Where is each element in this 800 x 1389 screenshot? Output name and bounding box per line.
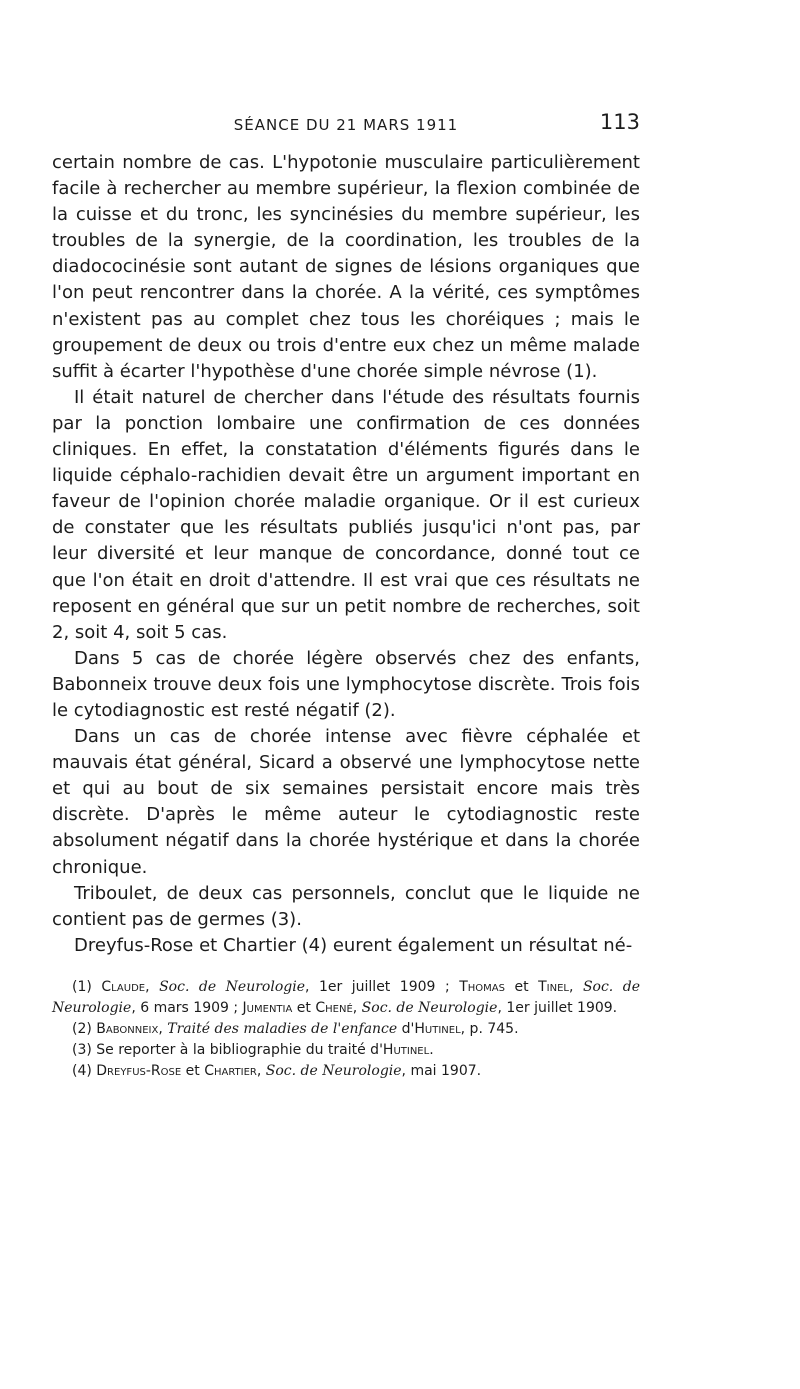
paragraph-3: Dans 5 cas de chorée légère observés chez des enfants, Babonneix trouve deux fois une lymphocytose discrète. Trois fois le cytodiagnostic est resté négatif (2).: [52, 647, 640, 721]
page-header: [52, 108, 640, 140]
footnote-1: (1) Claude, Soc. de Neurologie, 1er juillet 1909 ; Thomas et Tinel, Soc. de Neurologie, 6 mars 1909 ; Jumentia et Chené, Soc. de Neurologie, 1er juillet 1909.: [52, 978, 641, 1016]
main-text: [52, 150, 640, 959]
footnote-2: (2) Babonneix, Traité des maladies de l'enfance d'Hutinel, p. 745.: [72, 1020, 519, 1037]
page-number: 113: [599, 110, 640, 134]
footnote-4: (4) Dreyfus-Rose et Chartier, Soc. de Neurologie, mai 1907.: [72, 1062, 482, 1079]
running-title: SÉANCE DU 21 MARS 1911: [233, 116, 459, 134]
footnote-3: (3) Se reporter à la bibliographie du traité d'Hutinel.: [72, 1041, 434, 1058]
book-page: [52, 108, 640, 1082]
paragraph-4: Dans un cas de chorée intense avec fièvre céphalée et mauvais état général, Sicard a observé une lymphocytose nette et qui au bout de six semaines persistait encore mais très discrète. D'après le même auteur le cytodiagnostic reste absolument négatif dans la chorée hystérique et dans la chorée chronique.: [52, 726, 640, 878]
paragraph-1: certain nombre de cas. L'hypotonie musculaire particulièrement facile à rechercher au membre supérieur, la flexion combinée de la cuisse et du tronc, les syncinésies du membre supérieur, les troubles de la synergie, de la coordination, les troubles de la diadococinésie sont autant de signes de lésions organiques que l'on peut rencontrer dans la chorée. A la vérité, ces symptômes n'existent pas au complet chez tous les choréiques ; mais le groupement de deux ou trois d'entre eux chez un même malade suffit à écarter l'hypothèse d'une chorée simple névrose (1).: [52, 152, 640, 382]
footnotes: [52, 977, 640, 1082]
paragraph-6: Dreyfus-Rose et Chartier (4) eurent également un résultat né-: [74, 934, 633, 956]
paragraph-5: Triboulet, de deux cas personnels, conclut que le liquide ne contient pas de germes (3).: [52, 882, 640, 930]
paragraph-2: Il était naturel de chercher dans l'étude des résultats fournis par la ponction lombaire une confirmation de ces données cliniques. En effet, la constatation d'éléments figurés dans le liquide céphalo-rachidien devait être un argument important en faveur de l'opinion chorée maladie organique. Or il est curieux de constater que les résultats publiés jusqu'ici n'ont pas, par leur diversité et leur manque de concordance, donné tout ce que l'on était en droit d'attendre. Il est vrai que ces résultats ne reposent en général que sur un petit nombre de recherches, soit 2, soit 4, soit 5 cas.: [52, 386, 640, 643]
